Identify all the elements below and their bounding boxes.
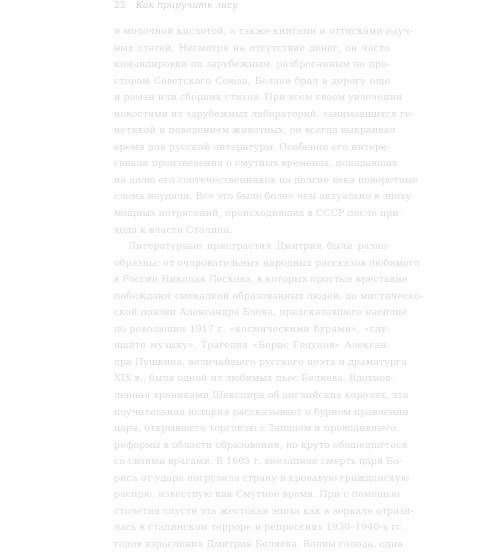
text-line: Литературные пристрастия Дмитрия были разно- xyxy=(128,241,390,253)
running-title: Как приручить лису xyxy=(135,1,238,11)
text-line: распрю, известную как Смутное время. При с помощью xyxy=(114,489,400,501)
text-line: слома неудачи. Все это было более чем актуально в эпоху xyxy=(114,191,412,203)
text-line: ской поэзии Александра Блока, предсказавшего насилие xyxy=(114,307,408,319)
text-line: ленная хрониками Шекспира об английских королях, эта xyxy=(114,390,409,402)
text-line: нетикой и поведением животных, он всегда выкраивал xyxy=(114,125,396,137)
body-text xyxy=(114,24,424,554)
text-line: XIX в., была одной из любимых пьес Беляева. Вдохнов- xyxy=(114,373,394,385)
text-line: побеждают смекалкой образованных людей, до мистическо- xyxy=(114,290,424,302)
text-line: новостями из зарубежных лабораторий, занимавшихся ге- xyxy=(114,108,414,120)
text-line: шайте музыку». Трагедия «Борис Годунов» Алексан- xyxy=(114,340,390,352)
page-number: 22 xyxy=(114,1,126,11)
text-line: со своими врагами. В 1605 г. внезапная смерть царя Бо- xyxy=(114,456,403,468)
text-line: дра Пушкина, величайшего русского поэта и драматурга xyxy=(114,356,407,368)
text-line: мощных потрясений, происходивших в СССР после при- xyxy=(114,208,402,220)
text-line: царя, открывшего торговлю с Западом и проводившего xyxy=(114,423,397,435)
text-line: и молочной кислотой, а также книгами и оттисками науч- xyxy=(114,26,414,37)
text-line: поучительная история рассказывает о бурном правлении xyxy=(114,406,409,418)
text-line: хода к власти Сталина. xyxy=(114,224,233,236)
paragraph-2 xyxy=(114,239,424,553)
text-line: в России Николая Лескова, в которых простые крестьяне xyxy=(114,274,408,286)
text-line: командировки по зарубежным, разбросанным по про- xyxy=(114,59,390,71)
text-line: время для русской литературы. Особенно его интере- xyxy=(114,141,390,153)
running-header xyxy=(114,1,238,11)
text-line: образны: от очаровательных народных рассказов любимого xyxy=(114,257,420,269)
text-line: лась в сталинском терроре и репрессиях 1930–1940-х гг., xyxy=(114,522,408,534)
text-line: до революции 1917 г. «космическими бурями», «слу- xyxy=(114,323,390,335)
text-line: реформы в области образования, но круто обошедшегося xyxy=(114,439,408,451)
text-line: на долю его соотечественников на долгие века поворотные xyxy=(114,174,419,186)
text-line: столетия спустя эта жестокая эпоха как в зеркале отрази- xyxy=(114,505,414,517)
text-line: годов взросления Дмитрия Беляева. Волны голода, одна xyxy=(114,538,404,550)
paragraph-1 xyxy=(114,24,419,239)
text-line: совали произведения о смутных временах, попадавших xyxy=(114,158,398,170)
text-line: и роман или сборник стихов. При всем своем увлечении xyxy=(114,92,403,104)
text-line: риса от удара погрузила страну в кровавую гражданскую xyxy=(114,472,410,484)
text-line: сторам Советского Союза, Беляев брал в дорогу еще xyxy=(114,75,390,87)
text-line: ных статей. Несмотря на отсутствие денег, он часто xyxy=(114,42,390,54)
